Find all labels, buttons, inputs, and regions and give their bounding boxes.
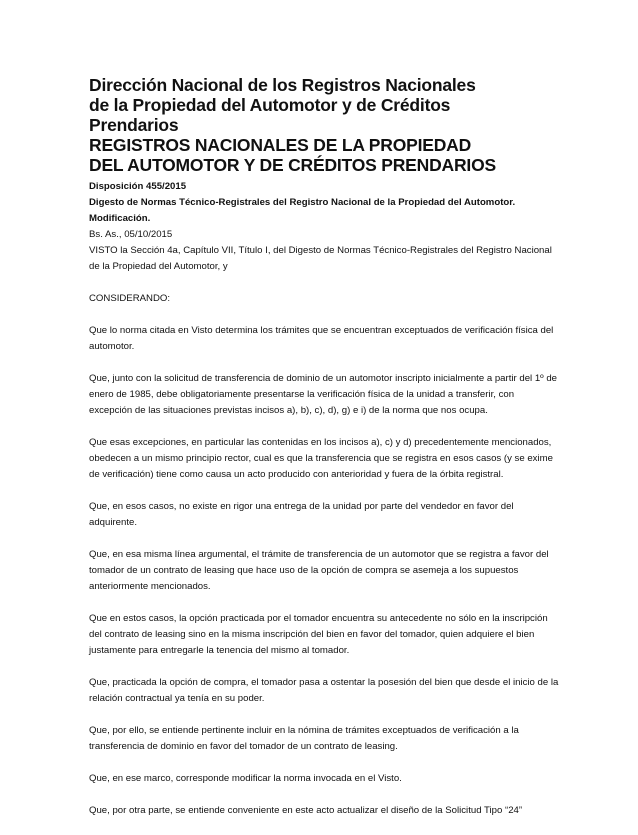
- paragraph-line: Que, en esos casos, no existe en rigor una entrega de la unidad por parte del vendedor en favor del: [89, 501, 514, 512]
- paragraph: [89, 435, 559, 483]
- paragraph: [89, 771, 559, 787]
- paragraph: [89, 803, 559, 819]
- subject-line: Modificación.: [89, 213, 151, 224]
- paragraph-line: obedecen a un mismo principio rector, cual es que la transferencia que se registra en esos casos (y se exime: [89, 453, 553, 464]
- paragraph-line: anteriormente mencionados.: [89, 581, 211, 592]
- paragraph-line: Que lo norma citada en Visto determina los trámites que se encuentran exceptuados de verificación física del: [89, 325, 554, 336]
- title-line: DEL AUTOMOTOR Y DE CRÉDITOS PRENDARIOS: [89, 155, 496, 175]
- place-date: Bs. As., 05/10/2015: [89, 229, 173, 240]
- subject-line: Digesto de Normas Técnico-Registrales del Registro Nacional de la Propiedad del Automotor.: [89, 197, 516, 208]
- paragraph-line: tomador de un contrato de leasing que hace uso de la opción de compra se asemeja a los supuestos: [89, 565, 519, 576]
- paragraph-line: de verificación) tiene como causa un acto producido con anterioridad y fuera de la órbita registral.: [89, 469, 504, 480]
- paragraph-line: del contrato de leasing sino en la misma inscripción del bien en favor del tomador, quien adquiere el bien: [89, 629, 535, 640]
- paragraph-line: adquirente.: [89, 517, 138, 528]
- paragraph: [89, 323, 559, 355]
- paragraph-line: Que, en ese marco, corresponde modificar la norma invocada en el Visto.: [89, 773, 402, 784]
- paragraph-line: excepción de las situaciones previstas incisos a), b), c), d), g) e i) de la norma que nos ocupa.: [89, 405, 488, 416]
- title-line: de la Propiedad del Automotor y de Créditos: [89, 95, 451, 115]
- paragraph-line: Que en estos casos, la opción practicada por el tomador encuentra su antecedente no sólo en la inscripción: [89, 613, 548, 624]
- paragraph-line: Que esas excepciones, en particular las contenidas en los incisos a), c) y d) precedentemente mencionados,: [89, 437, 552, 448]
- paragraph-line: transferencia de dominio en favor del tomador de un contrato de leasing.: [89, 741, 398, 752]
- paragraph-line: relación contractual ya tenía en su poder.: [89, 693, 265, 704]
- paragraph-line: justamente para entregarle la tenencia del mismo al tomador.: [89, 645, 350, 656]
- document-title: [89, 75, 559, 175]
- title-line: Prendarios: [89, 115, 179, 135]
- paragraph: [89, 611, 559, 659]
- paragraph-line: Que, por ello, se entiende pertinente incluir en la nómina de trámites exceptuados de verificación a la: [89, 725, 519, 736]
- title-line: REGISTROS NACIONALES DE LA PROPIEDAD: [89, 135, 472, 155]
- paragraph: [89, 547, 559, 595]
- paragraph-line: Que, practicada la opción de compra, el tomador pasa a ostentar la posesión del bien que desde el inicio de la: [89, 677, 559, 688]
- paragraph: [89, 371, 559, 419]
- title-line: Dirección Nacional de los Registros Nacionales: [89, 75, 476, 95]
- paragraph-line: Que, junto con la solicitud de transferencia de dominio de un automotor inscripto inicialmente a partir del 1º de: [89, 373, 557, 384]
- visto-line: VISTO la Sección 4a, Capítulo VII, Título I, del Digesto de Normas Técnico-Registrales del Registro Nacional: [89, 245, 552, 256]
- considerando-heading: CONSIDERANDO:: [89, 293, 171, 304]
- paragraph-line: Que, en esa misma línea argumental, el trámite de transferencia de un automotor que se registra a favor del: [89, 549, 549, 560]
- visto-line: de la Propiedad del Automotor, y: [89, 261, 228, 272]
- paragraph: [89, 723, 559, 755]
- paragraph: [89, 499, 559, 531]
- disposition-number: Disposición 455/2015: [89, 181, 187, 192]
- document-page: [89, 75, 559, 835]
- paragraph-line: Que, por otra parte, se entiende conveniente en este acto actualizar el diseño de la Solicitud Tipo “24”: [89, 805, 523, 816]
- paragraph-line: enero de 1985, debe obligatoriamente presentarse la verificación física de la unidad a transferir, con: [89, 389, 515, 400]
- paragraph-line: automotor.: [89, 341, 135, 352]
- paragraph: [89, 675, 559, 707]
